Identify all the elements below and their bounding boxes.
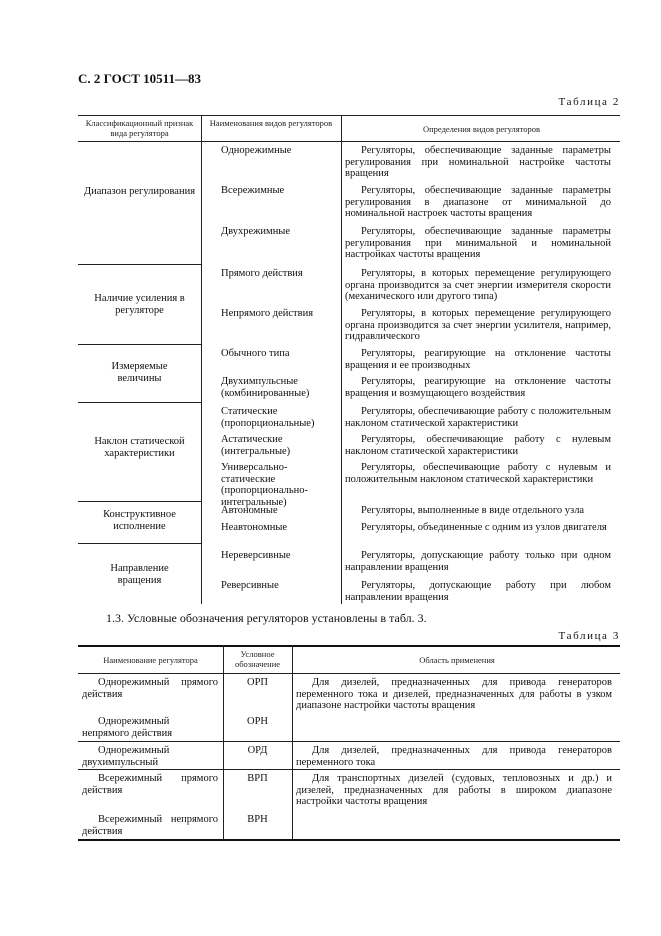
table3-row-code: ОРН <box>246 716 268 727</box>
table3-col-divider-1 <box>223 645 224 840</box>
table3-row-name: Однорежимный непрямого действия <box>82 716 173 739</box>
table2-header-feature: Классификационный признак вида регулятора <box>85 118 194 138</box>
table2-col-divider-2 <box>341 115 342 604</box>
table3-row-code: ВРН <box>247 814 268 825</box>
table2-row-name: Однорежимные <box>221 145 292 156</box>
table2-group-divider <box>78 543 201 544</box>
table2-group-divider <box>78 264 201 265</box>
table3-row-name: Всережимный непрямого действия <box>82 814 218 837</box>
table2-row-definition: Регуляторы, обеспечивающие заданные параметры регулирования при минимальной и номинальной настройках частоты вращения <box>345 226 611 260</box>
table3-row-name: Однорежимный прямого действия <box>82 677 218 700</box>
table2-group-divider <box>78 344 201 345</box>
table2-row-definition: Регуляторы, обеспечивающие работу с нулевым наклоном статической характеристики <box>345 434 611 457</box>
table2-top-border <box>78 115 620 116</box>
table3-row-name: Однорежимный двухимпульсный <box>82 745 170 768</box>
table2-row-name: Двухимпульсные (комбинированные) <box>221 376 310 399</box>
table2-feature: Наличие усиления в регуляторе <box>94 293 185 316</box>
table2-group-divider <box>78 501 201 502</box>
table2-row-name: Обычного типа <box>221 348 290 359</box>
table3-header-border <box>78 673 620 674</box>
table2-col-divider-1 <box>201 115 202 604</box>
table2-row-name: Реверсивные <box>221 580 279 591</box>
table2-row-definition: Регуляторы, в которых перемещение регулирующего органа производится за счет энергии усилителя, например, гидравлического <box>345 308 611 342</box>
table2-header-border <box>78 141 620 142</box>
table2-row-definition: Регуляторы, обеспечивающие работу с положительным наклоном статической характеристики <box>345 406 611 429</box>
paragraph-1-3: 1.3. Условные обозначения регуляторов установлены в табл. 3. <box>106 611 427 625</box>
table3-row-use: Для дизелей, предназначенных для привода генераторов переменного тока <box>296 745 612 768</box>
table2-row-definition: Регуляторы, допускающие работу только при одном направлении вращения <box>345 550 611 573</box>
table3-row-code: ОРП <box>246 677 268 688</box>
table3-label: Таблица 3 <box>558 630 620 642</box>
table2-row-definition: Регуляторы, объединенные с одним из узлов двигателя <box>361 522 607 533</box>
table2-row-name: Прямого действия <box>221 268 303 279</box>
table3-header-code: Условное обозначение <box>234 649 281 669</box>
table3-row-use: Для транспортных дизелей (судовых, тепловозных и др.) и дизелей, предназначенных для работы в широком диапазоне настройки частоты вращения <box>296 773 612 807</box>
table2-row-name: Астатические (интегральные) <box>221 434 291 457</box>
table2-row-definition: Регуляторы, выполненные в виде отдельного узла <box>361 505 585 516</box>
table2-feature: Наклон статической характеристики <box>94 436 185 459</box>
table2-header-name: Наименования видов регуляторов <box>209 118 333 128</box>
table2-row-name: Двухрежимные <box>221 226 291 237</box>
table2-row-definition: Регуляторы, обеспечивающие заданные параметры регулирования в диапазоне от минимальной до номинальной настроек частоты вращения <box>345 185 611 219</box>
table2-label: Таблица 2 <box>558 96 620 108</box>
table3-header-use: Область применения <box>419 655 495 665</box>
table3-top-border <box>78 645 620 647</box>
table2-feature: Диапазон регулирования <box>83 186 196 197</box>
table2-row-definition: Регуляторы, обеспечивающие заданные параметры регулирования при номинальной настройке частоты вращения <box>345 145 611 179</box>
table2-row-name: Статические (пропорциональные) <box>221 406 315 429</box>
table3-row-divider <box>78 769 620 770</box>
table2-row-definition: Регуляторы, допускающие работу при любом направлении вращения <box>345 580 611 603</box>
table2-row-definition: Регуляторы, обеспечивающие работу с нулевым и положительным наклоном статической характеристики <box>345 462 611 485</box>
page-header: С. 2 ГОСТ 10511—83 <box>78 71 201 86</box>
table3-bottom-border <box>78 839 620 841</box>
table3-row-divider <box>78 741 620 742</box>
table2-row-definition: Регуляторы, реагирующие на отклонение частоты вращения и возмущающего воздействия <box>345 376 611 399</box>
table2-row-name: Универсально-статические (пропорционально-интегральные) <box>221 462 308 508</box>
table3-col-divider-2 <box>292 645 293 840</box>
table2-row-name: Непрямого действия <box>221 308 314 319</box>
table2-row-name: Автономные <box>221 505 278 516</box>
table2-row-name: Неавтономные <box>221 522 288 533</box>
table2-feature: Направление вращения <box>110 563 169 586</box>
table3-row-code: ВРП <box>247 773 268 784</box>
table3-row-use: Для дизелей, предназначенных для привода генераторов переменного тока и дизелей, предназначенных для работы в узком диапазоне настройки частоты вращения <box>296 677 612 711</box>
table2-row-name: Нереверсивные <box>221 550 291 561</box>
table2-group-divider <box>78 402 201 403</box>
table2-row-name: Всережимные <box>221 185 285 196</box>
table3-row-name: Всережимный прямого действия <box>82 773 218 796</box>
table2-row-definition: Регуляторы, в которых перемещение регулирующего органа производится за счет энергии измерителя скорости (механического или другого типа) <box>345 268 611 302</box>
table2-feature: Измеряемые величины <box>111 361 168 384</box>
table2-header-definition: Определения видов регуляторов <box>422 124 541 134</box>
table3-header-name: Наименование регулятора <box>103 655 198 665</box>
table3-row-code: ОРД <box>247 745 268 756</box>
table2-row-definition: Регуляторы, реагирующие на отклонение частоты вращения и ее производных <box>345 348 611 371</box>
table2-feature: Конструктивное исполнение <box>103 509 176 532</box>
